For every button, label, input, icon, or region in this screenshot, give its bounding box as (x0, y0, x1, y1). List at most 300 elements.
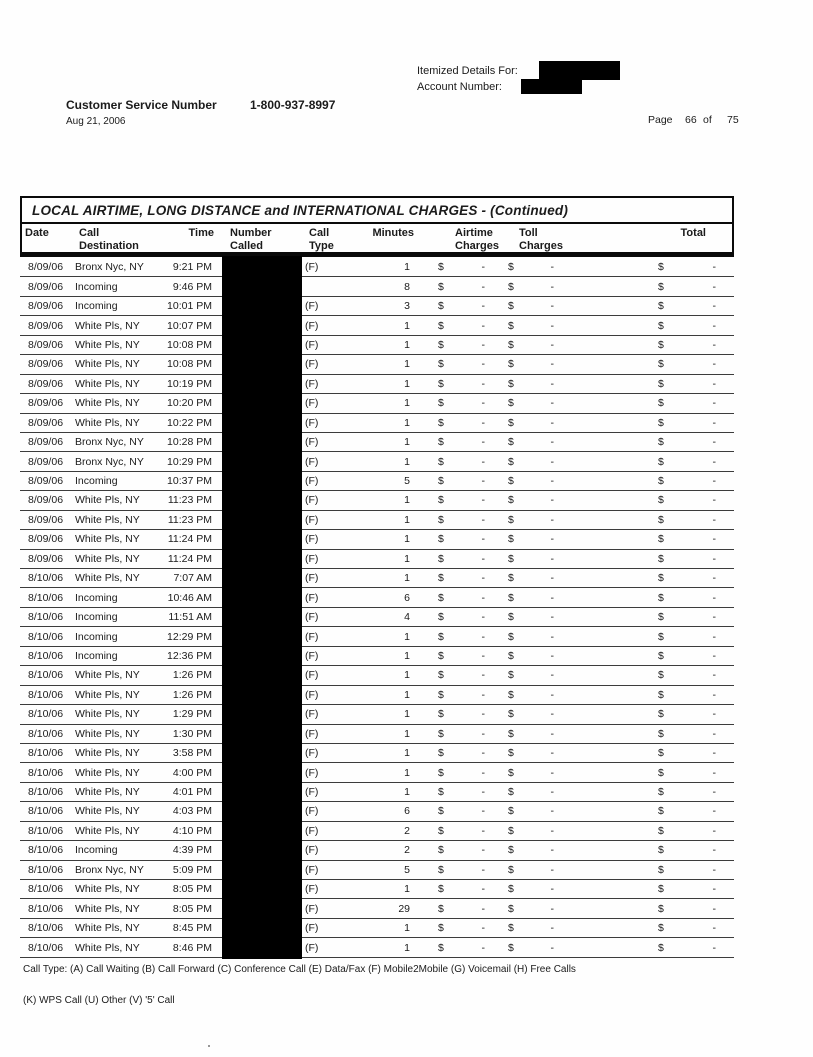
dollar-sign: $ (508, 494, 514, 507)
col-header-time: Time (188, 227, 214, 239)
cell-date: 8/10/06 (28, 572, 64, 585)
dollar-sign: $ (658, 902, 664, 915)
table-title: LOCAL AIRTIME, LONG DISTANCE and INTERNATIONAL CHARGES - (Continued) (22, 198, 732, 224)
cell-call-destination: White Pls, NY (75, 941, 140, 954)
table-row (20, 472, 734, 491)
dollar-sign: $ (508, 377, 514, 390)
cell-date: 8/09/06 (28, 533, 64, 546)
cell-time: 10:46 AM (167, 591, 212, 604)
cell-total (568, 767, 734, 779)
dollar-sign: $ (438, 572, 444, 585)
table-row (20, 258, 734, 277)
table-row (20, 375, 734, 394)
zero-charge-dash: - (481, 611, 485, 624)
cell-time: 8:46 PM (172, 941, 212, 954)
cell-toll-charges (490, 494, 568, 506)
cell-call-destination: White Pls, NY (75, 319, 140, 332)
zero-charge-dash: - (712, 513, 716, 526)
page-of-label: of (703, 114, 712, 126)
zero-charge-dash: - (550, 300, 554, 313)
table-row (20, 569, 734, 588)
redacted-account-number (521, 79, 582, 94)
cell-call-type: (F) (305, 844, 319, 857)
charges-table-header-box (20, 196, 734, 257)
dollar-sign: $ (438, 611, 444, 624)
cell-total (568, 300, 734, 312)
table-row (20, 822, 734, 841)
dollar-sign: $ (438, 358, 444, 371)
cell-minutes: 1 (404, 630, 410, 643)
cell-minutes: 5 (404, 475, 410, 488)
zero-charge-dash: - (481, 902, 485, 915)
cell-airtime-charges (412, 358, 490, 370)
cell-call-type: (F) (305, 572, 319, 585)
cell-date: 8/10/06 (28, 863, 64, 876)
cell-time: 11:23 PM (167, 513, 212, 526)
dollar-sign: $ (438, 649, 444, 662)
cell-time: 4:01 PM (172, 786, 212, 799)
dollar-sign: $ (508, 727, 514, 740)
zero-charge-dash: - (481, 824, 485, 837)
dollar-sign: $ (438, 824, 444, 837)
cell-call-destination: White Pls, NY (75, 922, 140, 935)
zero-charge-dash: - (712, 416, 716, 429)
dollar-sign: $ (438, 883, 444, 896)
dollar-sign: $ (438, 708, 444, 721)
table-row (20, 433, 734, 452)
dollar-sign: $ (508, 280, 514, 293)
cell-call-type: (F) (305, 494, 319, 507)
zero-charge-dash: - (550, 280, 554, 293)
table-row (20, 394, 734, 413)
dollar-sign: $ (508, 591, 514, 604)
cell-minutes: 1 (404, 727, 410, 740)
cell-time: 11:51 AM (168, 611, 212, 624)
cell-toll-charges (490, 728, 568, 740)
zero-charge-dash: - (550, 688, 554, 701)
zero-charge-dash: - (550, 941, 554, 954)
zero-charge-dash: - (481, 455, 485, 468)
table-column-headers (22, 224, 732, 255)
dollar-sign: $ (438, 280, 444, 293)
zero-charge-dash: - (712, 338, 716, 351)
col-header-number-called: Number Called (230, 227, 272, 252)
zero-charge-dash: - (550, 863, 554, 876)
page-current: 66 (685, 114, 697, 126)
zero-charge-dash: - (712, 727, 716, 740)
cell-call-type: (F) (305, 727, 319, 740)
cell-call-destination: White Pls, NY (75, 552, 140, 565)
cell-time: 11:24 PM (167, 533, 212, 546)
dollar-sign: $ (438, 552, 444, 565)
cell-toll-charges (490, 261, 568, 273)
dollar-sign: $ (438, 863, 444, 876)
cell-time: 10:37 PM (167, 475, 212, 488)
dollar-sign: $ (438, 494, 444, 507)
cell-call-destination: White Pls, NY (75, 338, 140, 351)
cell-total (568, 708, 734, 720)
dollar-sign: $ (508, 708, 514, 721)
zero-charge-dash: - (712, 941, 716, 954)
cell-date: 8/09/06 (28, 319, 64, 332)
table-row (20, 841, 734, 860)
cell-total (568, 825, 734, 837)
dollar-sign: $ (438, 436, 444, 449)
zero-charge-dash: - (550, 922, 554, 935)
cell-airtime-charges (412, 767, 490, 779)
table-row (20, 588, 734, 607)
zero-charge-dash: - (712, 649, 716, 662)
cell-minutes: 1 (404, 261, 410, 274)
table-row (20, 491, 734, 510)
cell-minutes: 6 (404, 805, 410, 818)
zero-charge-dash: - (550, 747, 554, 760)
cell-time: 1:26 PM (172, 688, 212, 701)
zero-charge-dash: - (481, 377, 485, 390)
dollar-sign: $ (508, 436, 514, 449)
cell-call-destination: White Pls, NY (75, 669, 140, 682)
cell-toll-charges (490, 378, 568, 390)
dollar-sign: $ (658, 319, 664, 332)
cell-call-destination: Incoming (75, 844, 118, 857)
cell-airtime-charges (412, 475, 490, 487)
cell-call-type: (F) (305, 902, 319, 915)
dollar-sign: $ (508, 669, 514, 682)
dollar-sign: $ (438, 591, 444, 604)
zero-charge-dash: - (550, 611, 554, 624)
cell-minutes: 1 (404, 552, 410, 565)
cell-date: 8/10/06 (28, 747, 64, 760)
zero-charge-dash: - (712, 747, 716, 760)
cell-date: 8/09/06 (28, 397, 64, 410)
cell-date: 8/10/06 (28, 883, 64, 896)
cell-total (568, 903, 734, 915)
cell-airtime-charges (412, 728, 490, 740)
cell-call-type: (F) (305, 708, 319, 721)
dollar-sign: $ (508, 397, 514, 410)
cell-toll-charges (490, 844, 568, 856)
dollar-sign: $ (508, 338, 514, 351)
dollar-sign: $ (658, 611, 664, 624)
dollar-sign: $ (658, 805, 664, 818)
cell-time: 10:01 PM (167, 300, 212, 313)
cell-time: 10:20 PM (167, 397, 212, 410)
cell-minutes: 1 (404, 319, 410, 332)
dollar-sign: $ (438, 805, 444, 818)
cell-airtime-charges (412, 864, 490, 876)
cell-call-destination: Bronx Nyc, NY (75, 261, 144, 274)
dollar-sign: $ (658, 300, 664, 313)
customer-service-number: 1-800-937-8997 (250, 98, 336, 112)
cell-toll-charges (490, 533, 568, 545)
table-row (20, 705, 734, 724)
dollar-sign: $ (658, 766, 664, 779)
dollar-sign: $ (438, 513, 444, 526)
dollar-sign: $ (658, 261, 664, 274)
cell-airtime-charges (412, 844, 490, 856)
zero-charge-dash: - (712, 280, 716, 293)
zero-charge-dash: - (712, 358, 716, 371)
cell-total (568, 786, 734, 798)
cell-time: 12:29 PM (167, 630, 212, 643)
cell-total (568, 339, 734, 351)
cell-airtime-charges (412, 378, 490, 390)
dollar-sign: $ (508, 358, 514, 371)
cell-date: 8/09/06 (28, 280, 64, 293)
zero-charge-dash: - (550, 552, 554, 565)
table-row (20, 763, 734, 782)
zero-charge-dash: - (550, 416, 554, 429)
zero-charge-dash: - (481, 494, 485, 507)
zero-charge-dash: - (481, 649, 485, 662)
account-number-label: Account Number: (417, 81, 502, 93)
table-row (20, 666, 734, 685)
zero-charge-dash: - (550, 669, 554, 682)
dollar-sign: $ (508, 261, 514, 274)
cell-total (568, 475, 734, 487)
col-header-minutes: Minutes (372, 227, 414, 239)
dollar-sign: $ (508, 766, 514, 779)
cell-minutes: 1 (404, 747, 410, 760)
cell-date: 8/10/06 (28, 844, 64, 857)
zero-charge-dash: - (481, 280, 485, 293)
cell-toll-charges (490, 436, 568, 448)
cell-minutes: 1 (404, 688, 410, 701)
cell-minutes: 1 (404, 513, 410, 526)
dollar-sign: $ (508, 688, 514, 701)
dollar-sign: $ (438, 747, 444, 760)
zero-charge-dash: - (550, 844, 554, 857)
cell-minutes: 29 (398, 902, 410, 915)
dollar-sign: $ (508, 300, 514, 313)
table-row (20, 919, 734, 938)
dollar-sign: $ (658, 377, 664, 390)
cell-date: 8/09/06 (28, 300, 64, 313)
zero-charge-dash: - (481, 416, 485, 429)
dollar-sign: $ (438, 630, 444, 643)
cell-total (568, 844, 734, 856)
zero-charge-dash: - (712, 688, 716, 701)
zero-charge-dash: - (550, 358, 554, 371)
dollar-sign: $ (508, 319, 514, 332)
dollar-sign: $ (508, 824, 514, 837)
dollar-sign: $ (508, 475, 514, 488)
cell-airtime-charges (412, 436, 490, 448)
cell-toll-charges (490, 825, 568, 837)
zero-charge-dash: - (481, 766, 485, 779)
dollar-sign: $ (508, 805, 514, 818)
zero-charge-dash: - (712, 319, 716, 332)
cell-total (568, 281, 734, 293)
col-header-date: Date (25, 227, 49, 239)
cell-call-destination: Bronx Nyc, NY (75, 455, 144, 468)
cell-date: 8/09/06 (28, 475, 64, 488)
cell-time: 10:07 PM (167, 319, 212, 332)
cell-total (568, 864, 734, 876)
dollar-sign: $ (508, 844, 514, 857)
cell-minutes: 1 (404, 377, 410, 390)
cell-call-type: (F) (305, 533, 319, 546)
cell-minutes: 1 (404, 883, 410, 896)
zero-charge-dash: - (550, 805, 554, 818)
dollar-sign: $ (438, 377, 444, 390)
zero-charge-dash: - (712, 572, 716, 585)
cell-minutes: 1 (404, 416, 410, 429)
zero-charge-dash: - (712, 786, 716, 799)
cell-toll-charges (490, 903, 568, 915)
cell-time: 10:29 PM (167, 455, 212, 468)
cell-total (568, 669, 734, 681)
cell-time: 8:45 PM (172, 922, 212, 935)
cell-toll-charges (490, 669, 568, 681)
cell-toll-charges (490, 572, 568, 584)
zero-charge-dash: - (712, 397, 716, 410)
table-row (20, 277, 734, 296)
zero-charge-dash: - (481, 727, 485, 740)
table-row (20, 550, 734, 569)
zero-charge-dash: - (550, 261, 554, 274)
cell-toll-charges (490, 397, 568, 409)
cell-airtime-charges (412, 631, 490, 643)
cell-date: 8/09/06 (28, 377, 64, 390)
cell-call-type: (F) (305, 475, 319, 488)
redacted-customer-name (539, 61, 620, 80)
cell-date: 8/10/06 (28, 766, 64, 779)
zero-charge-dash: - (481, 669, 485, 682)
call-type-legend-line2: (K) WPS Call (U) Other (V) '5' Call (23, 995, 175, 1006)
cell-time: 10:08 PM (167, 358, 212, 371)
zero-charge-dash: - (712, 863, 716, 876)
zero-charge-dash: - (481, 883, 485, 896)
call-detail-rows (20, 258, 734, 958)
zero-charge-dash: - (712, 922, 716, 935)
dollar-sign: $ (658, 397, 664, 410)
table-row (20, 686, 734, 705)
cell-total (568, 533, 734, 545)
dollar-sign: $ (438, 786, 444, 799)
cell-minutes: 1 (404, 572, 410, 585)
cell-time: 4:03 PM (172, 805, 212, 818)
zero-charge-dash: - (712, 533, 716, 546)
dollar-sign: $ (658, 844, 664, 857)
cell-toll-charges (490, 922, 568, 934)
table-row (20, 336, 734, 355)
zero-charge-dash: - (481, 863, 485, 876)
cell-minutes: 2 (404, 824, 410, 837)
dollar-sign: $ (508, 572, 514, 585)
cell-toll-charges (490, 320, 568, 332)
zero-charge-dash: - (481, 805, 485, 818)
cell-toll-charges (490, 747, 568, 759)
cell-minutes: 1 (404, 669, 410, 682)
cell-airtime-charges (412, 339, 490, 351)
table-row (20, 355, 734, 374)
zero-charge-dash: - (481, 688, 485, 701)
dollar-sign: $ (438, 300, 444, 313)
dollar-sign: $ (508, 611, 514, 624)
zero-charge-dash: - (481, 261, 485, 274)
cell-airtime-charges (412, 592, 490, 604)
zero-charge-dash: - (481, 708, 485, 721)
cell-airtime-charges (412, 669, 490, 681)
cell-airtime-charges (412, 922, 490, 934)
dollar-sign: $ (438, 922, 444, 935)
cell-minutes: 5 (404, 863, 410, 876)
cell-call-destination: Incoming (75, 280, 118, 293)
zero-charge-dash: - (712, 766, 716, 779)
cell-date: 8/09/06 (28, 436, 64, 449)
table-row (20, 452, 734, 471)
dollar-sign: $ (438, 475, 444, 488)
zero-charge-dash: - (712, 552, 716, 565)
cell-total (568, 611, 734, 623)
cell-airtime-charges (412, 786, 490, 798)
cell-total (568, 553, 734, 565)
cell-call-type: (F) (305, 552, 319, 565)
zero-charge-dash: - (712, 883, 716, 896)
cell-date: 8/10/06 (28, 630, 64, 643)
zero-charge-dash: - (481, 922, 485, 935)
cell-airtime-charges (412, 825, 490, 837)
zero-charge-dash: - (481, 533, 485, 546)
zero-charge-dash: - (550, 883, 554, 896)
dollar-sign: $ (658, 358, 664, 371)
zero-charge-dash: - (712, 844, 716, 857)
cell-date: 8/09/06 (28, 416, 64, 429)
zero-charge-dash: - (481, 844, 485, 857)
cell-call-destination: White Pls, NY (75, 805, 140, 818)
table-row (20, 647, 734, 666)
cell-date: 8/10/06 (28, 688, 64, 701)
zero-charge-dash: - (550, 630, 554, 643)
table-row (20, 608, 734, 627)
zero-charge-dash: - (481, 319, 485, 332)
dollar-sign: $ (658, 883, 664, 896)
zero-charge-dash: - (550, 513, 554, 526)
zero-charge-dash: - (712, 475, 716, 488)
page-label: Page (648, 114, 673, 126)
cell-minutes: 6 (404, 591, 410, 604)
cell-call-destination: White Pls, NY (75, 494, 140, 507)
dollar-sign: $ (508, 455, 514, 468)
cell-call-destination: White Pls, NY (75, 883, 140, 896)
cell-date: 8/09/06 (28, 455, 64, 468)
cell-call-destination: White Pls, NY (75, 766, 140, 779)
cell-time: 7:07 AM (173, 572, 212, 585)
cell-minutes: 1 (404, 436, 410, 449)
cell-call-type: (F) (305, 300, 319, 313)
cell-minutes: 2 (404, 844, 410, 857)
cell-toll-charges (490, 339, 568, 351)
dollar-sign: $ (508, 786, 514, 799)
table-row (20, 725, 734, 744)
zero-charge-dash: - (550, 572, 554, 585)
dollar-sign: $ (658, 727, 664, 740)
zero-charge-dash: - (712, 436, 716, 449)
zero-charge-dash: - (481, 338, 485, 351)
cell-call-type: (F) (305, 261, 319, 274)
dollar-sign: $ (658, 455, 664, 468)
cell-total (568, 689, 734, 701)
dollar-sign: $ (508, 922, 514, 935)
cell-call-type: (F) (305, 611, 319, 624)
cell-total (568, 650, 734, 662)
zero-charge-dash: - (550, 533, 554, 546)
zero-charge-dash: - (712, 708, 716, 721)
cell-time: 4:39 PM (172, 844, 212, 857)
cell-time: 1:30 PM (172, 727, 212, 740)
page-total: 75 (727, 114, 739, 126)
